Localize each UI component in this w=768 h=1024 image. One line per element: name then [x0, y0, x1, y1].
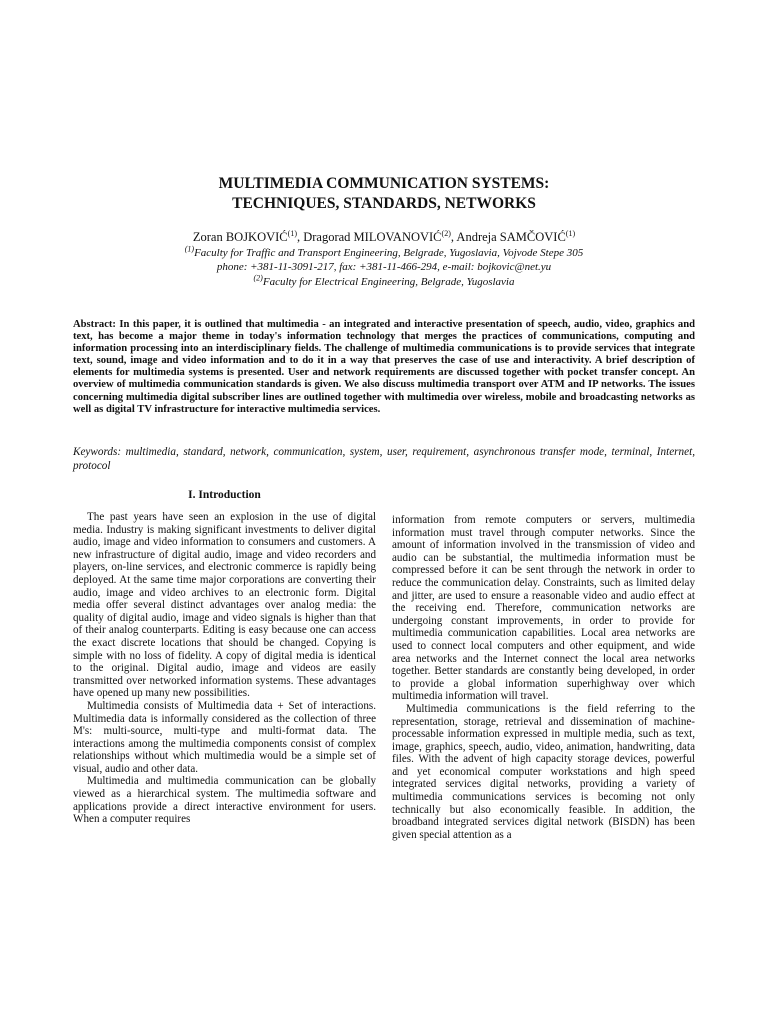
author-3-affiliation-mark: (1) — [565, 228, 576, 238]
title-line-2: TECHNIQUES, STANDARDS, NETWORKS — [232, 195, 536, 212]
affiliation-1-text: Faculty for Traffic and Transport Engineering, Belgrade, Yugoslavia, Vojvode Stepe 305 — [194, 246, 584, 259]
author-3: Andreja SAMČOVIĆ — [456, 230, 566, 244]
affiliation-2 — [0, 272, 768, 290]
affiliation-2-text: Faculty for Electrical Engineering, Belgrade, Yugoslavia — [262, 275, 515, 288]
right-column — [392, 514, 695, 841]
author-separator: , — [296, 230, 304, 244]
paragraph: Multimedia consists of Multimedia data + Set of interactions. Multimedia data is informally considered as the collection of three M's: multi-source, multi-type and multi-format data. The interactions among the multimedia components consist of complex relationships without which multimedia would be a simple set of visual, audio and other data. — [73, 699, 376, 775]
section-heading: I. Introduction — [188, 489, 261, 501]
affiliation-1-mark: (1) — [184, 243, 195, 253]
affiliation-2-mark: (2) — [253, 272, 263, 282]
paper-title — [0, 174, 768, 214]
affiliation-1 — [0, 243, 768, 261]
author-1: Zoran BOJKOVIĆ — [192, 230, 288, 244]
author-separator: , — [450, 230, 457, 244]
author-list — [0, 230, 768, 245]
abstract: Abstract: In this paper, it is outlined that multimedia - an integrated and interactive presentation of speech, audio, video, graphics and text, has become a major theme in today's information technology that merges the practices of communications, computing and information processing into an interdisciplinary fields. The challenge of multimedia communications is to provide services that integrate text, sound, image and video information and to do it in a way that preserves the case of use and interactivity. A brief description of elements for multimedia systems is presented. User and network requirements are discussed together with pocket transfer concept. An overview of multimedia communication standards is given. We also discuss multimedia transport over ATM and IP networks. The issues concerning multimedia digital subscriber lines are outlined together with multimedia over wireless, mobile and broadcasting networks as well as digital TV infrastructure for interactive multimedia services. — [73, 319, 695, 415]
paragraph: The past years have seen an explosion in the use of digital media. Industry is making significant investments to deliver digital audio, image and video information to consumers and customers. A new infrastructure of digital audio, image and video recorders and players, on-line services, and electronic commerce is rapidly being deployed. At the same time major corporations are converting their audio, image and video archives to an electronic form. Digital media offer several distinct advantages over analog media: the quality of digital audio, image and video signals is higher than that of their analog counterparts. Editing is easy because one can access the exact discrete locations that should be changed. Copying is simple with no loss of fidelity. A copy of digital media is identical to the original. Digital audio, image and videos are easily transmitted over networked information systems. These advantages have opened up many new possibilities. — [73, 511, 376, 700]
paragraph: Multimedia communications is the field referring to the representation, storage, retrieval and dissemination of machine-processable information expressed in multiple media, such as text, image, graphics, speech, audio, video, animation, handwriting, data files. With the advent of high capacity storage devices, powerful and yet economical computer workstations and high speed integrated services digital networks, providing a variety of multimedia communications services is becoming not only technically but also economically feasible. In addition, the broadband integrated services digital network (BISDN) has been given special attention as a — [392, 702, 695, 841]
paragraph: information from remote computers or servers, multimedia information must travel through computer networks. Since the amount of information involved in the transmission of video and audio can be substantial, the multimedia information must be compressed before it can be sent through the network in order to reduce the communication delay. Constraints, such as limited delay and jitter, are used to ensure a reasonable video and audio effect at the receiving end. Therefore, communication networks are undergoing constant improvements, in order to provide for multimedia communication capabilities. Local area networks are used to connect local computers and other equipment, and wide area networks and the Internet connect the local area networks together. Better standards are constantly being developed, in order to provide a global information superhighway over which multimedia information will travel. — [392, 514, 695, 703]
keywords: Keywords: multimedia, standard, network, communication, system, user, requirement, asynchronous transfer mode, terminal, Internet, protocol — [73, 446, 695, 472]
title-line-1: MULTIMEDIA COMMUNICATION SYSTEMS: — [218, 175, 550, 192]
paragraph: Multimedia and multimedia communication can be globally viewed as a hierarchical system. The multimedia software and applications provide a direct interactive environment for users. When a computer requires — [73, 775, 376, 826]
author-block — [0, 230, 768, 289]
left-column — [73, 511, 376, 826]
contact-info: phone: +381-11-3091-217, fax: +381-11-466-294, e-mail: bojkovic@net.yu — [216, 261, 552, 273]
author-2: Dragorad MILOVANOVIĆ — [303, 230, 442, 244]
author-1-affiliation-mark: (1) — [287, 228, 297, 238]
author-2-affiliation-mark: (2) — [441, 228, 451, 238]
